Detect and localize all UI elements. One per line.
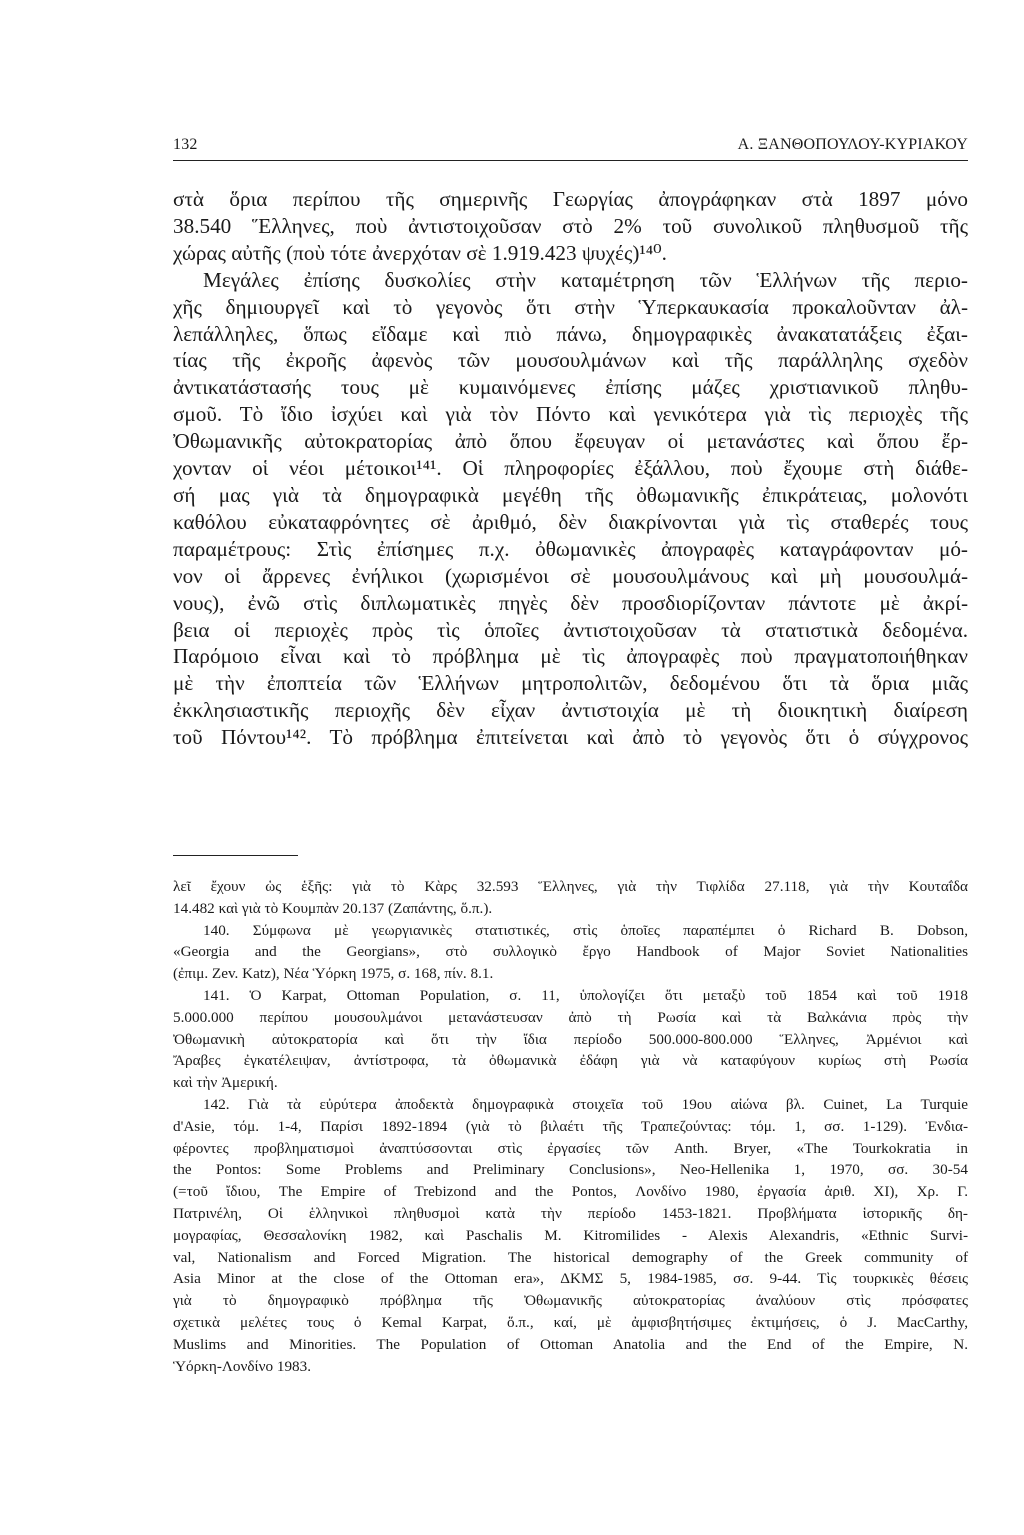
body-line: λεπάλληλες, ὅπως εἴδαμε καὶ πιὸ πάνω, δημογραφικὲς ἀνακατατάξεις ἐξαι- [173, 321, 968, 346]
page-number: 132 [173, 136, 198, 153]
footnote-line: (=τοῦ ἴδιου, The Empire of Trebizond and the Pontos, Λονδίνο 1980, ἐργασία ἀριθ. XI), Χρ. Γ. [173, 1183, 968, 1201]
footnote-line: Ὀθωμανικὴ αὐτοκρατορία καὶ ὅτι τὴν ἴδια περίοδο 500.000-800.000 Ἕλληνες, Ἀρμένιοι καὶ [173, 1030, 968, 1048]
body-line: ἐκκλησιαστικῆς περιοχῆς δὲν εἶχαν ἀντιστοιχία μὲ τὴ διοικητικὴ διαίρεση [173, 698, 968, 723]
body-line: χώρας αὐτῆς (ποὺ τότε ἀνερχόταν σὲ 1.919.423 ψυχές)¹⁴⁰. [173, 240, 667, 265]
footnote-line: the Pontos: Some Problems and Preliminary Conclusions», Neo-Hellenika 1, 1970, σσ. 30-54 [173, 1161, 968, 1179]
body-line: χονταν οἱ νέοι μέτοικοι¹⁴¹. Οἱ πληροφορίες ἐξάλλου, ποὺ ἔχουμε στὴ διάθε- [173, 456, 968, 481]
footnote-line: λεῖ ἔχουν ὡς ἑξῆς: γιὰ τὸ Κὰρς 32.593 Ἕλληνες, γιὰ τὴν Τιφλίδα 27.118, γιὰ τὴν Κουταΐδα [173, 878, 968, 895]
footnote-line: σχετικὰ μελέτες τους ὁ Kemal Karpat, ὅ.π., καί, μὲ ἀμφισβητήσιμες ἐκτιμήσεις, ὁ J. MacCarthy, [173, 1313, 968, 1331]
body-line: τοῦ Πόντου¹⁴². Τὸ πρόβλημα ἐπιτείνεται καὶ ἀπὸ τὸ γεγονὸς ὅτι ὁ σύγχρονος [173, 725, 968, 750]
footnote-line: καὶ τὴν Ἀμερική. [173, 1074, 278, 1092]
body-line: Παρόμοιο εἶναι καὶ τὸ πρόβλημα μὲ τὶς ἀπογραφὲς ποὺ πραγματοποιήθηκαν [173, 644, 968, 669]
body-line: νον οἱ ἄρρενες ἐνήλικοι (χωρισμένοι σὲ μουσουλμάνους καὶ μὴ μουσουλμά- [173, 563, 968, 588]
footnote-line: d'Asie, τόμ. 1-4, Παρίσι 1892-1894 (γιὰ τὸ βιλαέτι τῆς Τραπεζούντας: τόμ. 1, σσ. 1-129). Ἐνδια- [173, 1117, 968, 1135]
footnote-line: «Georgia and the Georgians», στὸ συλλογικὸ ἔργο Handbook of Major Soviet Nationalities [173, 943, 968, 961]
footnote-line: γιὰ τὸ δημογραφικὸ πρόβλημα τῆς Ὀθωμανικῆς αὐτοκρατορίας ἀναλύουν στὶς πρόσφατες [173, 1292, 968, 1310]
body-line: χῆς δημιουργεῖ καὶ τὸ γεγονὸς ὅτι στὴν Ὑπερκαυκασία προκαλοῦνταν ἀλ- [173, 294, 968, 319]
footnote-141: 141. Ὁ Karpat, Ottoman Population, σ. 11, ὑπολογίζει ὅτι μεταξὺ τοῦ 1854 καὶ τοῦ 1918 [203, 986, 968, 1004]
body-line: καθόλου εὐκαταφρόνητες σὲ ἀριθμό, δὲν διακρίνονται γιὰ τὶς σταθερές τους [173, 509, 968, 534]
body-line: Ὀθωμανικῆς αὐτοκρατορίας ἀπὸ ὅπου ἔφευγαν οἱ μετανάστες καὶ ὅπου ἔρ- [173, 429, 968, 454]
footnote-line: val, Nationalism and Forced Migration. The historical demography of the Greek community of [173, 1248, 968, 1266]
footnote-line: φέροντες προβληματισμοὶ ἀναπτύσσονται στὶς ἐργασίες τῶν Anth. Bryer, «The Tourkokratia in [173, 1139, 968, 1157]
body-line: τίας τῆς ἐκροῆς ἀφενὸς τῶν μουσουλμάνων καὶ τῆς παράλληλης σχεδὸν [173, 348, 968, 373]
body-line: στὰ ὅρια περίπου τῆς σημερινῆς Γεωργίας ἀπογράφηκαν στὰ 1897 μόνο [173, 187, 968, 211]
body-line: σή μας γιὰ τὰ δημογραφικὰ μεγέθη τῆς ὀθωμανικῆς ἐπικράτειας, μολονότι [173, 482, 968, 507]
header-rule [173, 160, 968, 161]
body-line: παραμέτρους: Στὶς ἐπίσημες π.χ. ὀθωμανικὲς ἀπογραφὲς καταγράφονταν μό- [173, 536, 968, 561]
footnote-line: μογραφίας, Θεσσαλονίκη 1982, καὶ Paschalis M. Kitromilides - Alexis Alexandris, «Ethnic Survi- [173, 1226, 968, 1244]
footnote-rule [173, 855, 298, 856]
footnote-line: 14.482 καὶ γιὰ τὸ Κουμπὰν 20.137 (Ζαπάντης, ὅ.π.). [173, 899, 493, 917]
footnote-line: Muslims and Minorities. The Population of Ottoman Anatolia and the End of the Empire, Ν. [173, 1335, 968, 1353]
body-line: Μεγάλες ἐπίσης δυσκολίες στὴν καταμέτρηση τῶν Ἑλλήνων τῆς περιο- [203, 267, 968, 292]
footnote-142: 142. Γιὰ τὰ εὐρύτερα ἀποδεκτὰ δημογραφικὰ στοιχεῖα τοῦ 19ου αἰώνα βλ. Cuinet, La Turquie [203, 1095, 968, 1113]
page-header [173, 136, 968, 154]
body-line: νους), ἐνῶ στὶς διπλωματικὲς πηγὲς δὲν προσδιορίζονταν πάντοτε μὲ ἀκρί- [173, 590, 968, 615]
footnote-line: Ἄραβες ἐγκατέλειψαν, ἀντίστροφα, τὰ ὀθωμανικὰ ἐδάφη γιὰ νὰ καταφύγουν κυρίως στὴ Ρωσία [173, 1052, 968, 1070]
footnote-140: 140. Σύμφωνα μὲ γεωργιανικὲς στατιστικές, στὶς ὁποῖες παραπέμπει ὁ Richard B. Dobson, [203, 921, 968, 939]
footnote-line: (ἐπιμ. Zev. Katz), Νέα Ὑόρκη 1975, σ. 168, πίν. 8.1. [173, 965, 494, 983]
body-line: βεια οἱ περιοχὲς πρὸς τὶς ὁποῖες ἀντιστοιχοῦσαν τὰ στατιστικὰ δεδομένα. [173, 617, 968, 642]
body-text [173, 186, 968, 751]
footnote-line: Asia Minor at the close of the Ottoman era», ΔΚΜΣ 5, 1984-1985, σσ. 9-44. Τὶς τουρκικὲς θέσεις [173, 1270, 968, 1288]
body-line: 38.540 Ἕλληνες, ποὺ ἀντιστοιχοῦσαν στὸ 2% τοῦ συνολικοῦ πληθυσμοῦ τῆς [173, 213, 968, 238]
body-line: σμοῦ. Τὸ ἴδιο ἰσχύει καὶ γιὰ τὸν Πόντο καὶ γενικότερα γιὰ τὶς περιοχὲς τῆς [173, 402, 968, 427]
body-line: μὲ τὴν ἐποπτεία τῶν Ἑλλήνων μητροπολιτῶν, δεδομένου ὅτι τὰ ὅρια μιᾶς [173, 671, 968, 696]
footnotes [173, 876, 968, 1377]
footnote-line: Ὑόρκη-Λονδίνο 1983. [173, 1357, 312, 1375]
running-title: Α. ΞΑΝΘΟΠΟΥΛΟΥ-ΚΥΡΙΑΚΟΥ [737, 136, 968, 153]
body-line: ἀντικατάστασής τους μὲ κυμαινόμενες ἐπίσης μάζες χριστιανικοῦ πληθυ- [173, 375, 968, 400]
footnote-line: 5.000.000 περίπου μουσουλμάνοι μετανάστευσαν ἀπὸ τὴ Ρωσία καὶ τὰ Βαλκάνια πρὸς τὴν [173, 1008, 968, 1026]
footnote-line: Πατρινέλη, Οἱ ἑλληνικοὶ πληθυσμοὶ κατὰ τὴν περίοδο 1453-1821. Προβλήματα ἱστορικῆς δη- [173, 1204, 968, 1222]
